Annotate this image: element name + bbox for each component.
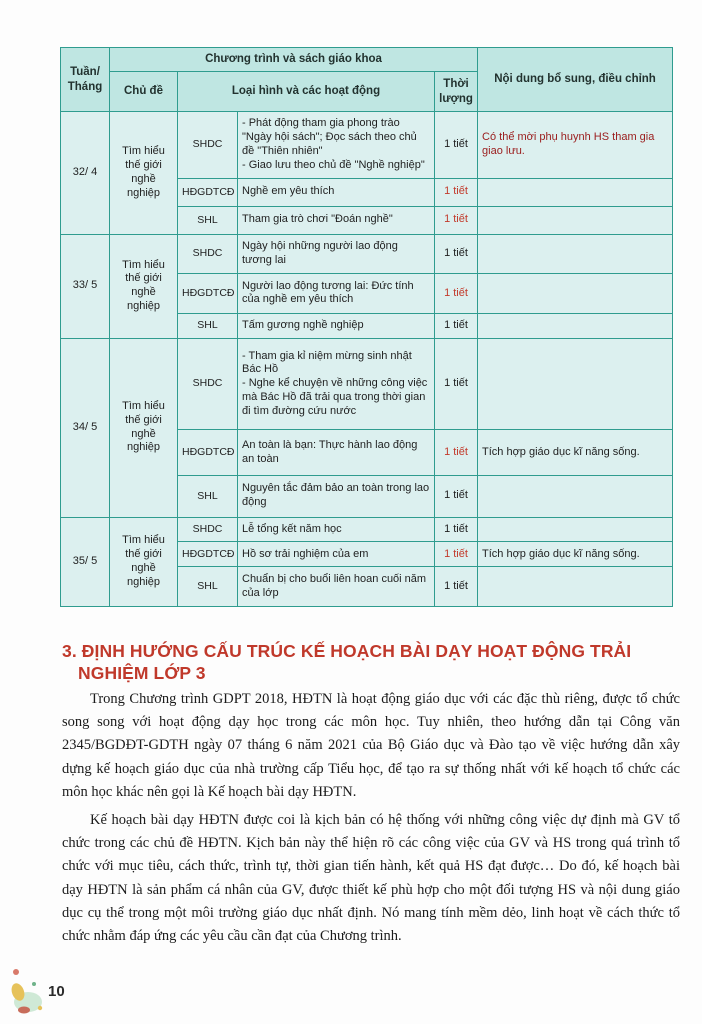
activity-cell: Nghề em yêu thích <box>238 178 435 206</box>
note-cell <box>478 234 673 274</box>
duration-cell: 1 tiết <box>435 313 478 338</box>
week-cell: 34/ 5 <box>61 338 110 517</box>
note-cell <box>478 313 673 338</box>
duration-cell: 1 tiết <box>435 178 478 206</box>
activity-type-cell: SHDC <box>178 517 238 542</box>
topic-cell: Tìm hiểu thế giới nghề nghiệp <box>110 338 178 517</box>
page-number: 10 <box>48 983 65 1000</box>
section-heading <box>62 640 680 684</box>
note-cell <box>478 475 673 517</box>
table-row <box>61 517 673 542</box>
table-row <box>61 338 673 430</box>
note-cell: Tích hợp giáo dục kĩ năng sống. <box>478 430 673 476</box>
duration-cell: 1 tiết <box>435 542 478 567</box>
note-cell <box>478 206 673 234</box>
activity-cell: - Tham gia kỉ niệm mừng sinh nhật Bác Hồ - Nghe kể chuyện về những công việc mà Bác Hồ đã trải qua trong thời gian đi tìm đường cứu nước <box>238 338 435 430</box>
activity-type-cell: SHDC <box>178 338 238 430</box>
paragraph: Kế hoạch bài dạy HĐTN được coi là kịch bản có hệ thống với những công việc dự định mà GV tổ chức trong các chủ đề HĐTN. Kịch bản này thể hiện rõ các công việc của GV và HS trong quá trình tổ chức với mục tiêu, cách thức, trình tự, thời gian tiến hành, kết quả HS đạt được… Do đó, kế hoạch bài dạy HĐTN là sản phẩm cá nhân của GV, được thiết kế phù hợp cho một đối tượng HS và nội dung giáo dục cụ thể trong một môi trường giáo dục nhất định. Nó mang tính mềm dẻo, linh hoạt về cách thức tổ chức nhằm đáp ứng các yêu cầu cần đạt của Chương trình. <box>62 812 680 945</box>
topic-cell: Tìm hiểu thế giới nghề nghiệp <box>110 517 178 607</box>
activity-cell: Ngày hội những người lao động tương lai <box>238 234 435 274</box>
topic-cell: Tìm hiểu thế giới nghề nghiệp <box>110 234 178 338</box>
topic-cell: Tìm hiểu thế giới nghề nghiệp <box>110 112 178 235</box>
activity-type-cell: SHL <box>178 567 238 607</box>
activity-cell: Nguyên tắc đảm bảo an toàn trong lao động <box>238 475 435 517</box>
header-notes: Nội dung bổ sung, điều chỉnh <box>478 48 673 112</box>
activity-cell: Người lao động tương lai: Đức tính của nghề em yêu thích <box>238 274 435 314</box>
note-cell: Tích hợp giáo dục kĩ năng sống. <box>478 542 673 567</box>
header-activity-type: Loại hình và các hoạt động <box>178 72 435 112</box>
week-cell: 35/ 5 <box>61 517 110 607</box>
activity-type-cell: SHL <box>178 206 238 234</box>
activity-type-cell: SHL <box>178 475 238 517</box>
activity-cell: An toàn là bạn: Thực hành lao động an toàn <box>238 430 435 476</box>
activity-type-cell: HĐGDTCĐ <box>178 430 238 476</box>
duration-cell: 1 tiết <box>435 430 478 476</box>
note-cell <box>478 567 673 607</box>
activity-cell: Lễ tổng kết năm học <box>238 517 435 542</box>
note-cell <box>478 178 673 206</box>
activity-cell: Hồ sơ trải nghiệm của em <box>238 542 435 567</box>
header-program-group: Chương trình và sách giáo khoa <box>110 48 478 72</box>
lesson-plan-table <box>60 47 673 607</box>
activity-cell: Tấm gương nghề nghiệp <box>238 313 435 338</box>
duration-cell: 1 tiết <box>435 475 478 517</box>
activity-type-cell: SHDC <box>178 112 238 179</box>
table-row <box>61 112 673 179</box>
note-cell <box>478 274 673 314</box>
activity-type-cell: HĐGDTCĐ <box>178 542 238 567</box>
week-cell: 32/ 4 <box>61 112 110 235</box>
note-cell <box>478 338 673 430</box>
activity-cell: - Phát động tham gia phong trào "Ngày hội sách"; Đọc sách theo chủ đề "Thiên nhiên" - Giao lưu theo chủ đề "Nghề nghiệp" <box>238 112 435 179</box>
duration-cell: 1 tiết <box>435 234 478 274</box>
activity-type-cell: HĐGDTCĐ <box>178 178 238 206</box>
duration-cell: 1 tiết <box>435 274 478 314</box>
activity-type-cell: SHDC <box>178 234 238 274</box>
duration-cell: 1 tiết <box>435 112 478 179</box>
paragraph: Trong Chương trình GDPT 2018, HĐTN là hoạt động giáo dục với các đặc thù riêng, được tổ chức song song với hoạt động dạy học trong các môn học. Tuy nhiên, theo hướng dẫn tại Công văn 2345/BGDĐT-GDTH ngày 07 tháng 6 năm 2021 của Bộ Giáo dục và Đào tạo về việc hướng dẫn xây dựng kế hoạch giáo dục của nhà trường cấp Tiểu học, để tạo ra sự thống nhất với kế hoạch tổ chức các môn học khác nên gọi là Kế hoạch bài dạy HĐTN. <box>62 691 680 800</box>
activity-type-cell: HĐGDTCĐ <box>178 274 238 314</box>
duration-cell: 1 tiết <box>435 517 478 542</box>
note-cell <box>478 517 673 542</box>
duration-cell: 1 tiết <box>435 567 478 607</box>
duration-cell: 1 tiết <box>435 206 478 234</box>
header-topic: Chủ đề <box>110 72 178 112</box>
section-heading-line1: 3. ĐỊNH HƯỚNG CẤU TRÚC KẾ HOẠCH BÀI DẠY HOẠT ĐỘNG TRẢI <box>62 641 632 661</box>
header-duration: Thời lượng <box>435 72 478 112</box>
section-body <box>62 688 680 953</box>
note-cell: Có thể mời phụ huynh HS tham gia giao lưu. <box>478 112 673 179</box>
section-heading-line2: NGHIỆM LỚP 3 <box>78 663 206 683</box>
table-row <box>61 234 673 274</box>
week-cell: 33/ 5 <box>61 234 110 338</box>
activity-type-cell: SHL <box>178 313 238 338</box>
activity-cell: Chuẩn bị cho buổi liên hoan cuối năm của lớp <box>238 567 435 607</box>
header-week: Tuần/ Tháng <box>61 48 110 112</box>
activity-cell: Tham gia trò chơi "Đoán nghề" <box>238 206 435 234</box>
table-body <box>61 112 673 607</box>
duration-cell: 1 tiết <box>435 338 478 430</box>
